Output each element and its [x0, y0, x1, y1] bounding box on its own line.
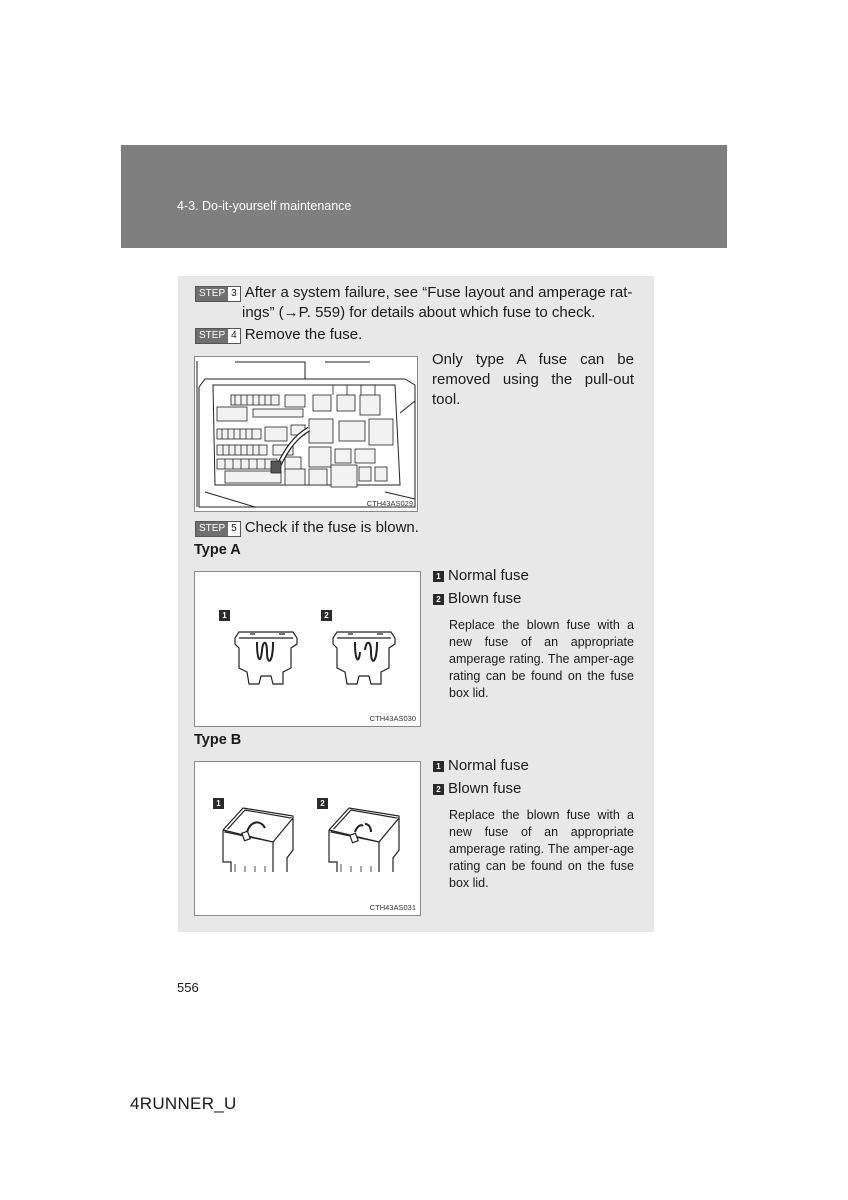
- type-a-item-blown: 2 Blown fuse: [433, 589, 521, 609]
- content-panel: [178, 276, 654, 932]
- figure-code: CTH43AS030: [369, 714, 416, 723]
- type-a-fuse-drawing: [195, 572, 420, 726]
- type-a-note: Replace the blown fuse with a new fuse of an appropriate amperage rating. The amper-age rating can be found on the fuse box lid.: [449, 618, 634, 700]
- header-band: [121, 145, 727, 248]
- step-4-text: Remove the fuse.: [244, 326, 363, 343]
- step-badge: STEP 4: [195, 328, 241, 344]
- figure-tag-2: 2: [321, 610, 332, 621]
- page-number: 556: [177, 980, 199, 995]
- section-title: 4-3. Do-it-yourself maintenance: [177, 199, 352, 213]
- figure-tag-1: 1: [213, 798, 224, 809]
- step-5-text: Check if the fuse is blown.: [244, 519, 419, 536]
- fuse-box-illustration: [194, 356, 418, 512]
- type-b-fuse-illustration: [194, 761, 421, 916]
- step-3-continuation: ings” (→P. 559) for details about which fuse to check.: [242, 304, 596, 321]
- type-b-title: Type B: [194, 732, 242, 748]
- step-badge: STEP 5: [195, 521, 241, 537]
- pull-out-tool-note: Only type A fuse can be removed using the pull-out tool.: [432, 351, 634, 408]
- step-3-text: After a system failure, see “Fuse layout and amperage rat-: [244, 284, 633, 301]
- figure-tag-2: 2: [317, 798, 328, 809]
- step-badge: STEP 3: [195, 286, 241, 302]
- figure-tag-1: 1: [219, 610, 230, 621]
- figure-code: CTH43AS029: [366, 499, 413, 508]
- type-b-item-normal: 1 Normal fuse: [433, 756, 529, 776]
- type-a-title: Type A: [194, 542, 241, 558]
- type-a-item-normal: 1 Normal fuse: [433, 566, 529, 586]
- step-5: [195, 518, 635, 538]
- model-code: 4RUNNER_U: [130, 1094, 237, 1113]
- type-b-item-blown: 2 Blown fuse: [433, 779, 521, 799]
- figure-code: CTH43AS031: [369, 903, 416, 912]
- type-a-fuse-illustration: [194, 571, 421, 727]
- step-3: [195, 283, 635, 303]
- type-b-fuse-drawing: [195, 762, 420, 915]
- fuse-box-drawing: [195, 357, 417, 511]
- type-b-note: Replace the blown fuse with a new fuse of an appropriate amperage rating. The amper-age rating can be found on the fuse box lid.: [449, 808, 634, 890]
- step-4: [195, 325, 635, 345]
